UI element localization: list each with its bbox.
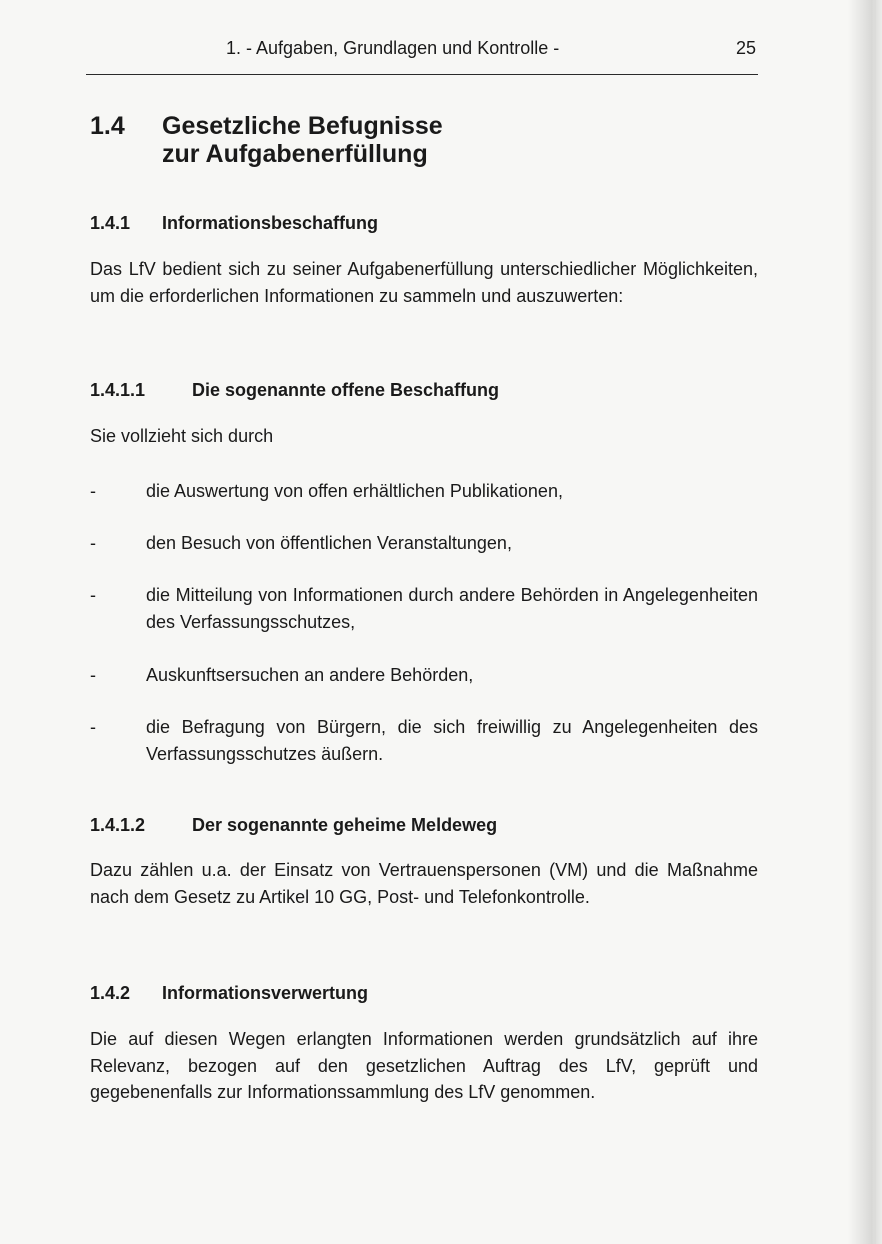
list-item-text: Auskunftsersuchen an andere Behörden, [146,665,474,685]
section-title-line1: Gesetzliche Befugnisse [162,112,443,140]
running-header [86,34,758,75]
paragraph-informationsbeschaffung: Das LfV bedient sich zu seiner Aufgabenerfüllung unterschiedlicher Möglichkeiten, um die erforderlichen Informationen zu sammeln und auszuwerten: [90,259,758,306]
list-item-text: den Besuch von öffentlichen Veranstaltungen, [146,533,512,553]
section-title: Der sogenannte geheime Meldeweg [192,815,498,835]
section-title-line2: zur Aufgabenerfüllung [162,140,428,168]
page-number: 25 [735,38,756,58]
page-edge-line [873,0,876,1244]
section-number: 1.4.1 [90,213,131,233]
list-dash: - [90,533,96,553]
list-dash: - [90,481,96,501]
list-dash: - [90,665,96,685]
paragraph-geheimer-meldeweg: Dazu zählen u.a. der Einsatz von Vertrauenspersonen (VM) und die Maßnahme nach dem Gesetz zu Artikel 10 GG, Post- und Telefonkontrolle. [90,860,758,907]
section-number: 1.4 [90,112,125,140]
paragraph-informationsverwertung: Die auf diesen Wegen erlangten Informationen werden grundsätzlich auf ihre Relevanz, bezogen auf den gesetzlichen Auftrag des LfV, geprüft und gegebenenfalls zur Informationssammlung des LfV genommen. [90,1029,758,1102]
section-number: 1.4.2 [90,983,131,1003]
section-title: Die sogenannte offene Beschaffung [192,380,500,400]
section-title: Informationsbeschaffung [162,213,379,233]
paragraph-intro: Sie vollzieht sich durch [90,426,274,446]
list-dash: - [90,585,96,605]
section-number: 1.4.1.2 [90,815,146,835]
section-number: 1.4.1.1 [90,380,146,400]
list-item-text: die Mitteilung von Informationen durch andere Behörden in Angelegenheiten des Verfassungsschutzes, [146,585,758,632]
list-dash: - [90,717,96,737]
section-title: Informationsverwertung [162,983,369,1003]
running-header-title: 1. - Aufgaben, Grundlagen und Kontrolle - [226,38,560,58]
list-item-text: die Auswertung von offen erhältlichen Publikationen, [146,481,563,501]
list-item-text: die Befragung von Bürgern, die sich freiwillig zu Angelegenheiten des Verfassungsschutzes äußern. [146,717,758,764]
page-edge-shadow [848,0,882,1244]
